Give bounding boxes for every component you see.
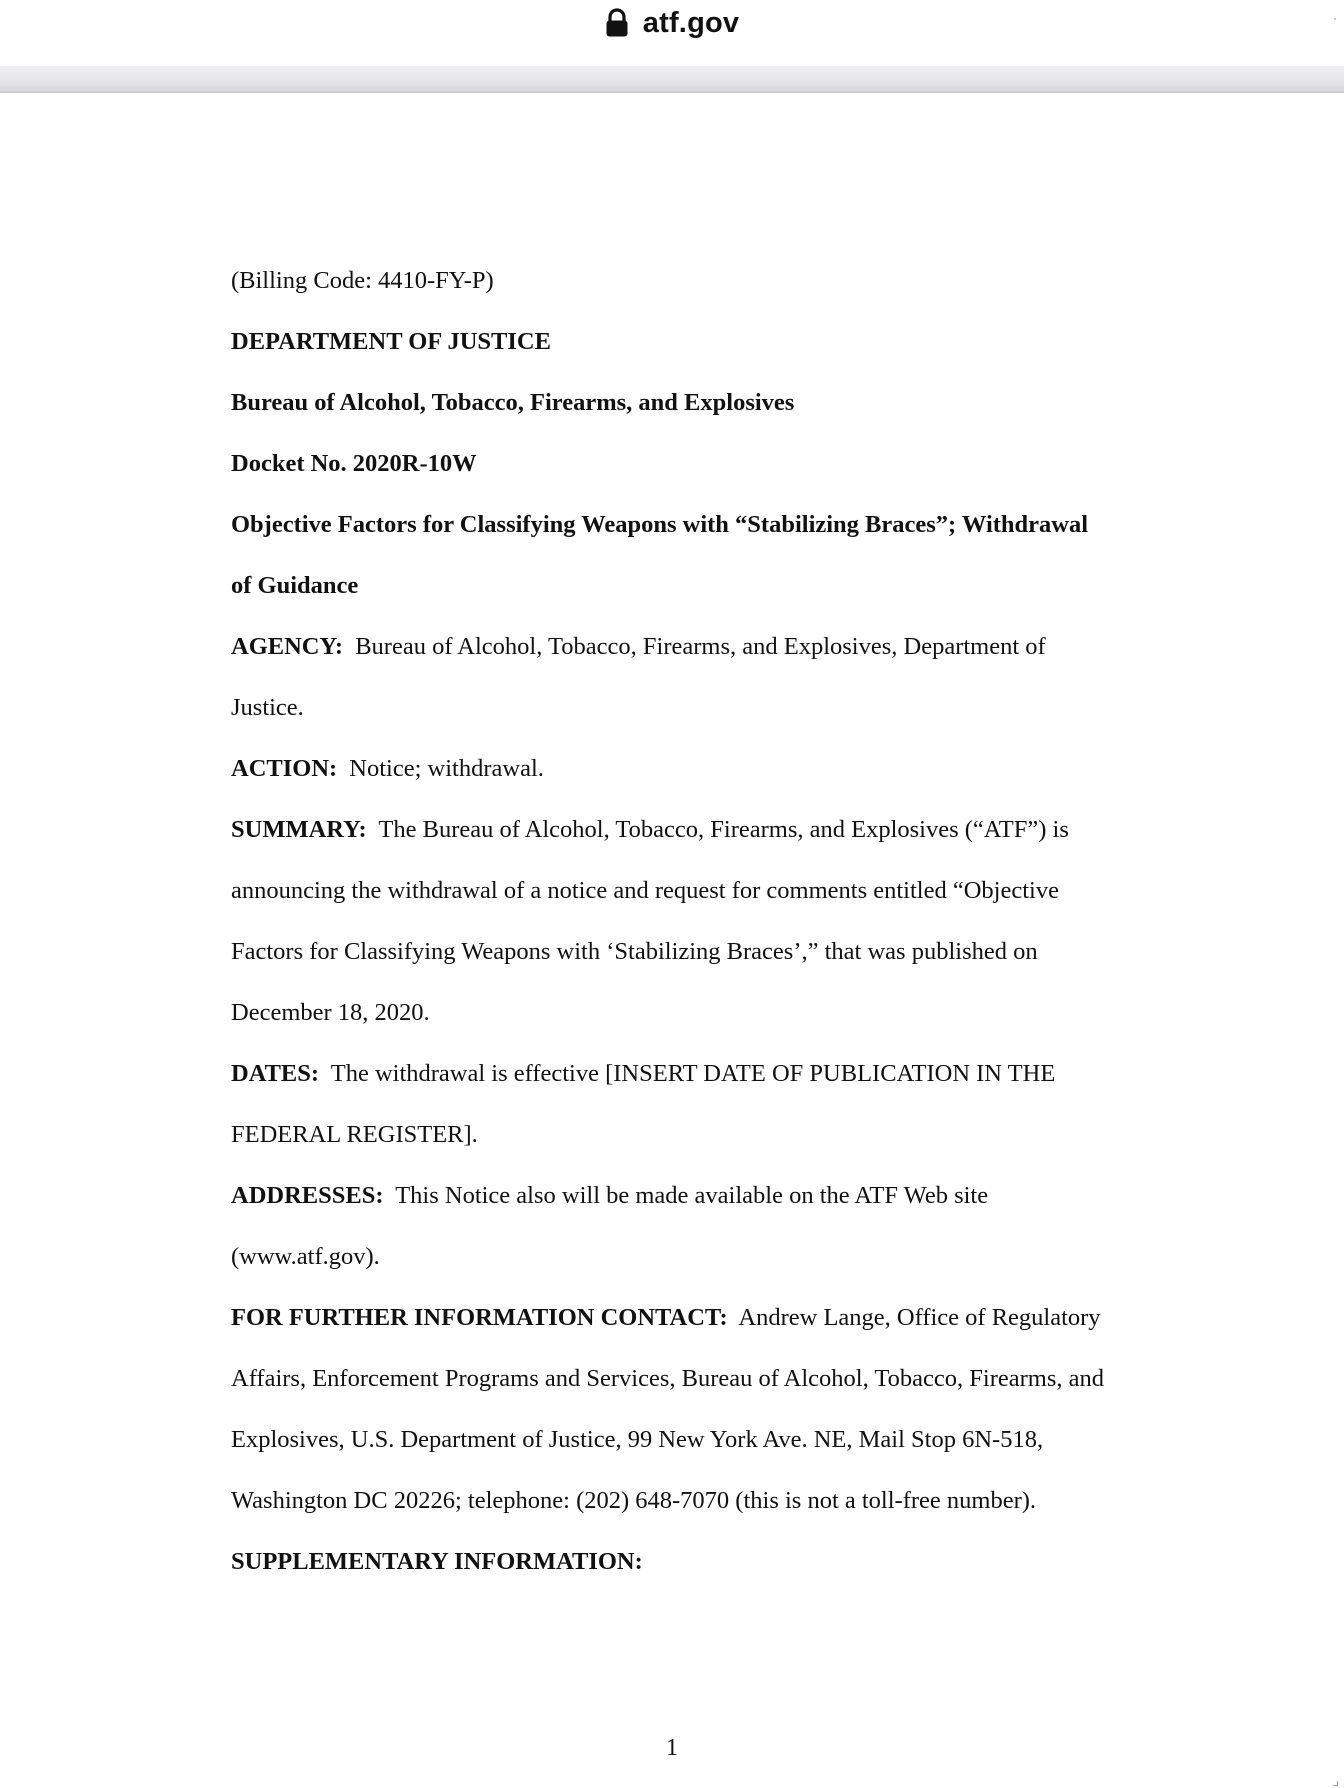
document-body xyxy=(231,250,1191,1592)
title-text-1: Objective Factors for Classifying Weapons with “Stabilizing Braces”; Withdrawal xyxy=(231,511,1089,538)
summary-line-1 xyxy=(231,799,1191,860)
docket-text: Docket No. 2020R-10W xyxy=(231,450,477,477)
agency-label: AGENCY: xyxy=(231,633,344,660)
summary-label: SUMMARY: xyxy=(231,816,367,843)
dates-line-2: FEDERAL REGISTER]. xyxy=(231,1121,478,1148)
supplementary-text: SUPPLEMENTARY INFORMATION: xyxy=(231,1548,643,1575)
bureau-text: Bureau of Alcohol, Tobacco, Firearms, and Explosives xyxy=(231,389,795,416)
addresses-line-1 xyxy=(231,1165,1191,1226)
title-text-2: of Guidance xyxy=(231,572,359,599)
lock-icon xyxy=(605,8,629,38)
page-number: 1 xyxy=(666,1735,678,1761)
summary-line-4: December 18, 2020. xyxy=(231,999,430,1026)
bureau-heading xyxy=(231,372,1191,433)
contact-line-2: Affairs, Enforcement Programs and Services, Bureau of Alcohol, Tobacco, Firearms, and xyxy=(231,1365,1105,1392)
contact-line-3: Explosives, U.S. Department of Justice, 99 New York Ave. NE, Mail Stop 6N-518, xyxy=(231,1426,1044,1453)
supplementary-heading xyxy=(231,1531,1191,1592)
toolbar-divider xyxy=(0,66,1344,93)
dates-label: DATES: xyxy=(231,1060,320,1087)
summary-line-2: announcing the withdrawal of a notice and request for comments entitled “Objective xyxy=(231,877,1059,904)
address-bar[interactable] xyxy=(0,0,1344,66)
action-text: Notice; withdrawal. xyxy=(349,755,544,782)
action-label: ACTION: xyxy=(231,755,338,782)
document-title-line-1 xyxy=(231,494,1191,555)
addresses-text-1: This Notice also will be made available on the ATF Web site xyxy=(395,1182,989,1209)
address-bar-content[interactable] xyxy=(0,0,1344,46)
url-text[interactable]: atf.gov xyxy=(642,6,740,39)
agency-text-1: Bureau of Alcohol, Tobacco, Firearms, and Explosives, Department of xyxy=(355,633,1046,660)
addresses-line-2: (www.atf.gov). xyxy=(231,1243,380,1270)
resize-corner-mark xyxy=(1333,1781,1338,1786)
status-dot xyxy=(1334,18,1336,20)
dates-text-1: The withdrawal is effective [INSERT DATE OF PUBLICATION IN THE xyxy=(330,1060,1056,1087)
department-text: DEPARTMENT OF JUSTICE xyxy=(231,328,551,355)
contact-text-1: Andrew Lange, Office of Regulatory xyxy=(738,1304,1101,1331)
dates-line-1 xyxy=(231,1043,1191,1104)
billing-code: (Billing Code: 4410-FY-P) xyxy=(231,267,494,294)
document-title-line-2 xyxy=(231,555,1191,616)
summary-line-3: Factors for Classifying Weapons with ‘Stabilizing Braces’,” that was published on xyxy=(231,938,1038,965)
department-heading xyxy=(231,311,1191,372)
addresses-label: ADDRESSES: xyxy=(231,1182,384,1209)
contact-line-4: Washington DC 20226; telephone: (202) 648-7070 (this is not a toll-free number). xyxy=(231,1487,1037,1514)
agency-line-1 xyxy=(231,616,1191,677)
contact-line-1 xyxy=(231,1287,1191,1348)
docket-number xyxy=(231,433,1191,494)
agency-line-2: Justice. xyxy=(231,694,304,721)
contact-label: FOR FURTHER INFORMATION CONTACT: xyxy=(231,1304,728,1331)
action-line xyxy=(231,738,1191,799)
summary-text-1: The Bureau of Alcohol, Tobacco, Firearms, and Explosives (“ATF”) is xyxy=(378,816,1069,843)
document-page xyxy=(0,93,1344,1788)
